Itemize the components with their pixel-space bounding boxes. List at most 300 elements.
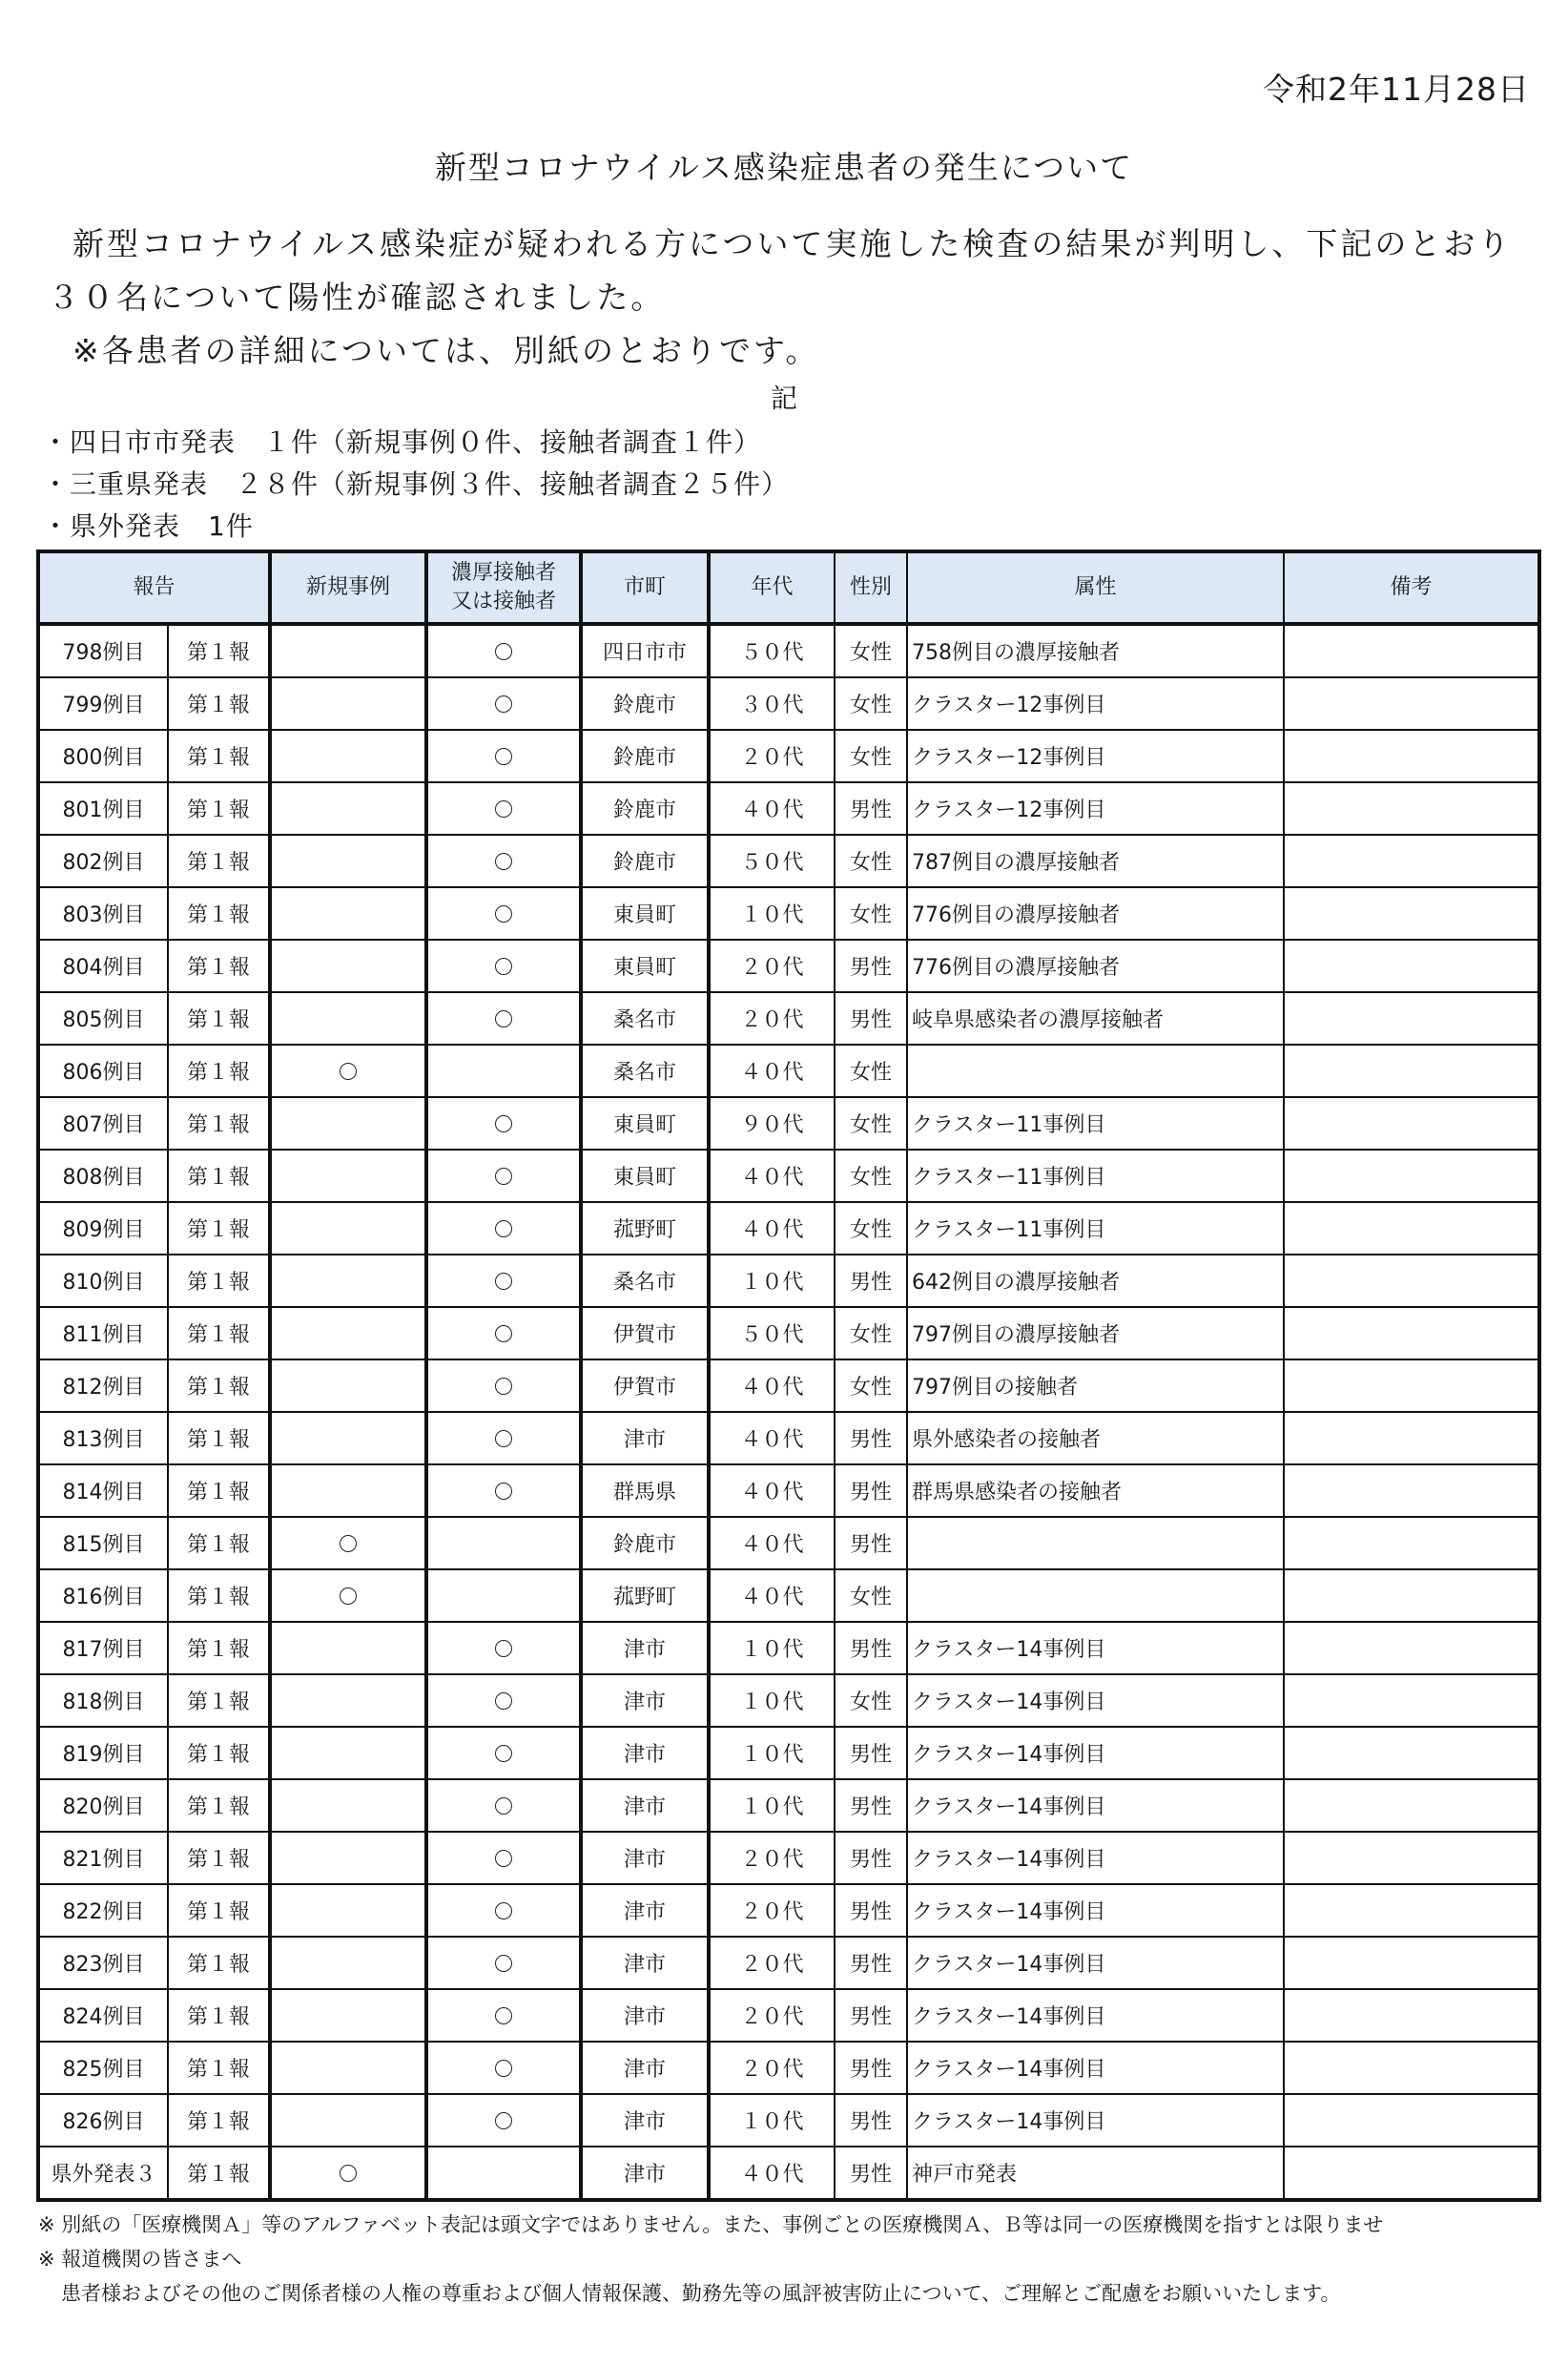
cell-age: ４０代 xyxy=(709,2147,835,2200)
cell-remarks xyxy=(1284,1307,1539,1359)
table-row xyxy=(38,1464,1539,1517)
header-contact-line-2: 又は接触者 xyxy=(451,590,557,613)
cell-case: 798例目 xyxy=(38,624,168,677)
cell-contact xyxy=(426,1989,581,2042)
cell-sex: 女性 xyxy=(835,1674,907,1727)
cell-new-case xyxy=(270,1884,426,1937)
cell-remarks xyxy=(1284,1517,1539,1569)
cell-remarks xyxy=(1284,1622,1539,1674)
circle-mark-icon xyxy=(495,1168,512,1185)
cell-attribute: 県外感染者の接触者 xyxy=(907,1412,1284,1464)
cell-case: 813例目 xyxy=(38,1412,168,1464)
cell-attribute: クラスター12事例目 xyxy=(907,730,1284,782)
cell-new-case xyxy=(270,2147,426,2200)
document-title: 新型コロナウイルス感染症患者の発生について xyxy=(434,149,1134,186)
circle-mark-icon xyxy=(495,1850,512,1867)
table-row xyxy=(38,2147,1539,2200)
table-row xyxy=(38,1307,1539,1359)
cell-new-case xyxy=(270,1622,426,1674)
table-row xyxy=(38,730,1539,782)
cell-remarks xyxy=(1284,1569,1539,1622)
cell-remarks xyxy=(1284,1464,1539,1517)
cell-attribute: クラスター14事例目 xyxy=(907,1674,1284,1727)
note-alphabet: ※ 別紙の「医療機関Ａ」等のアルファベット表記は頭文字ではありません。また、事例ごとの医療機関Ａ、Ｂ等は同一の医療機関を指すとは限りませ xyxy=(38,2213,1384,2236)
cell-report: 第１報 xyxy=(168,1569,270,1622)
cell-case: 802例目 xyxy=(38,835,168,887)
circle-mark-icon xyxy=(495,1955,512,1972)
cell-city: 桑名市 xyxy=(581,1045,709,1097)
cell-new-case xyxy=(270,1727,426,1779)
cell-sex: 男性 xyxy=(835,1937,907,1989)
cell-city: 津市 xyxy=(581,1989,709,2042)
cell-case: 811例目 xyxy=(38,1307,168,1359)
cell-contact xyxy=(426,1412,581,1464)
circle-mark-icon xyxy=(495,1430,512,1447)
circle-mark-icon xyxy=(495,2060,512,2077)
cell-sex: 女性 xyxy=(835,1045,907,1097)
cell-contact xyxy=(426,1202,581,1255)
cell-attribute: クラスター12事例目 xyxy=(907,677,1284,730)
cell-report: 第１報 xyxy=(168,1202,270,1255)
cell-contact xyxy=(426,1884,581,1937)
cell-case: 800例目 xyxy=(38,730,168,782)
summary-list xyxy=(42,422,789,548)
cell-city: 伊賀市 xyxy=(581,1359,709,1412)
cell-report: 第１報 xyxy=(168,1779,270,1832)
cell-new-case xyxy=(270,1569,426,1622)
cell-attribute: クラスター14事例目 xyxy=(907,1779,1284,1832)
intro-line-1: 新型コロナウイルス感染症が疑われる方について実施した検査の結果が判明し、下記のとおり xyxy=(72,225,1513,262)
summary-item-yokkaichi: ・四日市市発表 １件（新規事例０件、接触者調査１件） xyxy=(42,426,762,458)
cell-contact xyxy=(426,2094,581,2147)
cell-case: 826例目 xyxy=(38,2094,168,2147)
table-row xyxy=(38,1884,1539,1937)
cell-case: 819例目 xyxy=(38,1727,168,1779)
cell-contact xyxy=(426,1097,581,1150)
cell-sex: 女性 xyxy=(835,1097,907,1150)
cell-city: 伊賀市 xyxy=(581,1307,709,1359)
cell-new-case xyxy=(270,1517,426,1569)
cell-sex: 女性 xyxy=(835,730,907,782)
cell-report: 第１報 xyxy=(168,1255,270,1307)
cell-report: 第１報 xyxy=(168,1517,270,1569)
note-press: ※ 報道機関の皆さまへ xyxy=(38,2248,242,2271)
cell-city: 津市 xyxy=(581,1937,709,1989)
cell-report: 第１報 xyxy=(168,1150,270,1202)
circle-mark-icon xyxy=(495,695,512,713)
header-sex: 性別 xyxy=(835,551,907,624)
cell-report: 第１報 xyxy=(168,1674,270,1727)
cell-attribute: クラスター14事例目 xyxy=(907,2042,1284,2094)
cell-sex: 女性 xyxy=(835,835,907,887)
cell-new-case xyxy=(270,1937,426,1989)
table-row xyxy=(38,1202,1539,1255)
cell-report: 第１報 xyxy=(168,2094,270,2147)
cell-age: １０代 xyxy=(709,1727,835,1779)
cell-city: 津市 xyxy=(581,1622,709,1674)
cell-case: 824例目 xyxy=(38,1989,168,2042)
cell-remarks xyxy=(1284,1202,1539,1255)
cell-new-case xyxy=(270,835,426,887)
cell-age: ４０代 xyxy=(709,1412,835,1464)
cell-remarks xyxy=(1284,1255,1539,1307)
cell-age: １０代 xyxy=(709,1779,835,1832)
cell-report: 第１報 xyxy=(168,2147,270,2200)
cell-sex: 女性 xyxy=(835,887,907,940)
table-row xyxy=(38,1045,1539,1097)
cell-report: 第１報 xyxy=(168,1937,270,1989)
cell-case: 801例目 xyxy=(38,782,168,835)
cell-attribute: 岐阜県感染者の濃厚接触者 xyxy=(907,992,1284,1045)
cell-attribute: 神戸市発表 xyxy=(907,2147,1284,2200)
cell-attribute xyxy=(907,1569,1284,1622)
cell-report: 第１報 xyxy=(168,782,270,835)
circle-mark-icon xyxy=(495,1745,512,1762)
ki-heading: 記 xyxy=(771,383,798,414)
cell-case: 814例目 xyxy=(38,1464,168,1517)
header-contact-line-1: 濃厚接触者 xyxy=(451,561,557,585)
cell-city: 群馬県 xyxy=(581,1464,709,1517)
cell-case: 806例目 xyxy=(38,1045,168,1097)
cell-contact xyxy=(426,887,581,940)
cell-remarks xyxy=(1284,1674,1539,1727)
cell-new-case xyxy=(270,1045,426,1097)
cell-case: 812例目 xyxy=(38,1359,168,1412)
cell-age: ５０代 xyxy=(709,1307,835,1359)
note-privacy: 患者様およびその他のご関係者様の人権の尊重および個人情報保護、勤務先等の風評被害防止について、ご理解とご配慮をお願いいたします。 xyxy=(61,2282,1341,2305)
table-row xyxy=(38,2094,1539,2147)
cell-report: 第１報 xyxy=(168,835,270,887)
cell-remarks xyxy=(1284,624,1539,677)
cell-contact xyxy=(426,1622,581,1674)
cell-attribute: クラスター14事例目 xyxy=(907,1832,1284,1884)
cell-case: 815例目 xyxy=(38,1517,168,1569)
cell-attribute: クラスター11事例目 xyxy=(907,1150,1284,1202)
table-body xyxy=(38,624,1539,2200)
cell-case: 818例目 xyxy=(38,1674,168,1727)
table-row xyxy=(38,624,1539,677)
cell-sex: 男性 xyxy=(835,1464,907,1517)
cell-remarks xyxy=(1284,1150,1539,1202)
cell-case: 807例目 xyxy=(38,1097,168,1150)
cell-report: 第１報 xyxy=(168,1045,270,1097)
cell-city: 鈴鹿市 xyxy=(581,730,709,782)
cell-case: 803例目 xyxy=(38,887,168,940)
circle-mark-icon xyxy=(495,2007,512,2024)
cell-attribute: 758例目の濃厚接触者 xyxy=(907,624,1284,677)
cell-contact xyxy=(426,1150,581,1202)
cell-remarks xyxy=(1284,730,1539,782)
circle-mark-icon xyxy=(495,853,512,870)
cell-attribute: 797例目の濃厚接触者 xyxy=(907,1307,1284,1359)
header-new-case: 新規事例 xyxy=(270,551,426,624)
cell-city: 津市 xyxy=(581,1674,709,1727)
cell-city: 津市 xyxy=(581,1779,709,1832)
cell-remarks xyxy=(1284,887,1539,940)
circle-mark-icon xyxy=(495,800,512,818)
circle-mark-icon xyxy=(340,1587,357,1605)
circle-mark-icon xyxy=(495,1902,512,1919)
cell-attribute: クラスター14事例目 xyxy=(907,1727,1284,1779)
cell-contact xyxy=(426,1727,581,1779)
cell-contact xyxy=(426,1517,581,1569)
cell-contact xyxy=(426,2147,581,2200)
cell-sex: 男性 xyxy=(835,992,907,1045)
table-row xyxy=(38,1150,1539,1202)
circle-mark-icon xyxy=(495,1378,512,1395)
cell-age: ２０代 xyxy=(709,1884,835,1937)
cell-age: １０代 xyxy=(709,1674,835,1727)
circle-mark-icon xyxy=(495,1325,512,1342)
cell-remarks xyxy=(1284,2147,1539,2200)
cell-remarks xyxy=(1284,1884,1539,1937)
circle-mark-icon xyxy=(495,1640,512,1657)
cell-contact xyxy=(426,1464,581,1517)
circle-mark-icon xyxy=(495,958,512,975)
cell-sex: 男性 xyxy=(835,2147,907,2200)
cell-age: ４０代 xyxy=(709,1569,835,1622)
cell-remarks xyxy=(1284,1937,1539,1989)
cell-new-case xyxy=(270,1464,426,1517)
cell-new-case xyxy=(270,1307,426,1359)
cell-new-case xyxy=(270,1097,426,1150)
table-row xyxy=(38,1255,1539,1307)
summary-item-mie: ・三重県発表 ２８件（新規事例３件、接触者調査２５件） xyxy=(42,468,790,500)
circle-mark-icon xyxy=(495,1797,512,1815)
intro-paragraph xyxy=(48,218,1536,378)
cell-age: ４０代 xyxy=(709,1464,835,1517)
cell-city: 津市 xyxy=(581,1884,709,1937)
cell-age: ２０代 xyxy=(709,730,835,782)
cell-sex: 男性 xyxy=(835,2094,907,2147)
cell-age: １０代 xyxy=(709,2094,835,2147)
cell-sex: 女性 xyxy=(835,1307,907,1359)
cell-new-case xyxy=(270,1412,426,1464)
table-row xyxy=(38,1517,1539,1569)
cell-sex: 男性 xyxy=(835,1989,907,2042)
cell-contact xyxy=(426,1937,581,1989)
table-row xyxy=(38,1832,1539,1884)
cell-report: 第１報 xyxy=(168,1727,270,1779)
cell-case: 県外発表３ xyxy=(38,2147,168,2200)
cell-remarks xyxy=(1284,1097,1539,1150)
cell-age: ２０代 xyxy=(709,1989,835,2042)
table-row xyxy=(38,1937,1539,1989)
cell-attribute: クラスター12事例目 xyxy=(907,782,1284,835)
cell-contact xyxy=(426,940,581,992)
table-row xyxy=(38,1622,1539,1674)
cell-remarks xyxy=(1284,1359,1539,1412)
cell-age: ５０代 xyxy=(709,624,835,677)
cell-contact xyxy=(426,1255,581,1307)
circle-mark-icon xyxy=(495,1483,512,1500)
cell-sex: 女性 xyxy=(835,1359,907,1412)
table-row xyxy=(38,940,1539,992)
cell-new-case xyxy=(270,1359,426,1412)
cell-sex: 男性 xyxy=(835,2042,907,2094)
cell-city: 鈴鹿市 xyxy=(581,677,709,730)
cell-sex: 男性 xyxy=(835,1622,907,1674)
cell-city: 菰野町 xyxy=(581,1202,709,1255)
cell-report: 第１報 xyxy=(168,677,270,730)
table-row xyxy=(38,2042,1539,2094)
cell-new-case xyxy=(270,940,426,992)
cell-contact xyxy=(426,1832,581,1884)
patient-table xyxy=(36,550,1541,2202)
cell-remarks xyxy=(1284,782,1539,835)
cell-report: 第１報 xyxy=(168,1884,270,1937)
table-row xyxy=(38,782,1539,835)
cell-new-case xyxy=(270,1674,426,1727)
cell-report: 第１報 xyxy=(168,992,270,1045)
cell-attribute: クラスター11事例目 xyxy=(907,1202,1284,1255)
cell-report: 第１報 xyxy=(168,887,270,940)
cell-new-case xyxy=(270,1202,426,1255)
cell-case: 808例目 xyxy=(38,1150,168,1202)
table-row xyxy=(38,677,1539,730)
cell-sex: 男性 xyxy=(835,940,907,992)
cell-new-case xyxy=(270,992,426,1045)
cell-age: ４０代 xyxy=(709,1202,835,1255)
cell-report: 第１報 xyxy=(168,1464,270,1517)
header-remarks: 備考 xyxy=(1284,551,1539,624)
footer-notes xyxy=(38,2208,1545,2311)
cell-city: 津市 xyxy=(581,1412,709,1464)
circle-mark-icon xyxy=(495,905,512,923)
cell-attribute xyxy=(907,1045,1284,1097)
cell-new-case xyxy=(270,624,426,677)
cell-sex: 男性 xyxy=(835,1832,907,1884)
cell-sex: 女性 xyxy=(835,677,907,730)
cell-remarks xyxy=(1284,940,1539,992)
circle-mark-icon xyxy=(340,1535,357,1552)
header-attribute: 属性 xyxy=(907,551,1284,624)
cell-remarks xyxy=(1284,2042,1539,2094)
cell-age: ２０代 xyxy=(709,992,835,1045)
cell-sex: 男性 xyxy=(835,782,907,835)
cell-city: 鈴鹿市 xyxy=(581,782,709,835)
cell-attribute: 787例目の濃厚接触者 xyxy=(907,835,1284,887)
cell-remarks xyxy=(1284,1779,1539,1832)
cell-age: ３０代 xyxy=(709,677,835,730)
circle-mark-icon xyxy=(340,2165,357,2182)
cell-new-case xyxy=(270,1989,426,2042)
cell-report: 第１報 xyxy=(168,730,270,782)
document-date: 令和2年11月28日 xyxy=(1263,71,1530,108)
cell-case: 822例目 xyxy=(38,1884,168,1937)
cell-remarks xyxy=(1284,1412,1539,1464)
cell-age: ４０代 xyxy=(709,1150,835,1202)
circle-mark-icon xyxy=(495,1220,512,1237)
cell-new-case xyxy=(270,1255,426,1307)
cell-case: 820例目 xyxy=(38,1779,168,1832)
table-row xyxy=(38,1412,1539,1464)
cell-report: 第１報 xyxy=(168,1622,270,1674)
cell-attribute xyxy=(907,1517,1284,1569)
cell-city: 津市 xyxy=(581,2147,709,2200)
table-row xyxy=(38,1569,1539,1622)
cell-age: ４０代 xyxy=(709,1359,835,1412)
table-row xyxy=(38,1727,1539,1779)
cell-city: 津市 xyxy=(581,1832,709,1884)
table-row xyxy=(38,835,1539,887)
cell-age: ５０代 xyxy=(709,835,835,887)
header-contact xyxy=(426,551,581,624)
cell-remarks xyxy=(1284,835,1539,887)
cell-city: 桑名市 xyxy=(581,992,709,1045)
cell-report: 第１報 xyxy=(168,940,270,992)
cell-age: ２０代 xyxy=(709,1937,835,1989)
cell-contact xyxy=(426,992,581,1045)
cell-sex: 女性 xyxy=(835,1569,907,1622)
cell-contact xyxy=(426,1674,581,1727)
circle-mark-icon xyxy=(495,1010,512,1027)
cell-report: 第１報 xyxy=(168,1412,270,1464)
cell-contact xyxy=(426,1569,581,1622)
cell-sex: 女性 xyxy=(835,624,907,677)
cell-new-case xyxy=(270,782,426,835)
table-row xyxy=(38,887,1539,940)
cell-sex: 男性 xyxy=(835,1727,907,1779)
cell-city: 四日市市 xyxy=(581,624,709,677)
cell-city: 鈴鹿市 xyxy=(581,1517,709,1569)
cell-sex: 男性 xyxy=(835,1517,907,1569)
cell-attribute: 776例目の濃厚接触者 xyxy=(907,940,1284,992)
cell-report: 第１報 xyxy=(168,2042,270,2094)
summary-item-outside: ・県外発表 1件 xyxy=(42,510,254,542)
cell-contact xyxy=(426,1307,581,1359)
cell-new-case xyxy=(270,2094,426,2147)
cell-case: 799例目 xyxy=(38,677,168,730)
circle-mark-icon xyxy=(495,1115,512,1132)
cell-case: 825例目 xyxy=(38,2042,168,2094)
table-row xyxy=(38,1359,1539,1412)
table-row xyxy=(38,1674,1539,1727)
circle-mark-icon xyxy=(495,1692,512,1710)
cell-report: 第１報 xyxy=(168,1359,270,1412)
header-age: 年代 xyxy=(709,551,835,624)
cell-case: 810例目 xyxy=(38,1255,168,1307)
cell-sex: 男性 xyxy=(835,1779,907,1832)
cell-age: ２０代 xyxy=(709,1832,835,1884)
cell-new-case xyxy=(270,1832,426,1884)
circle-mark-icon xyxy=(340,1063,357,1080)
cell-contact xyxy=(426,1045,581,1097)
cell-city: 津市 xyxy=(581,2042,709,2094)
cell-case: 804例目 xyxy=(38,940,168,992)
cell-attribute: 642例目の濃厚接触者 xyxy=(907,1255,1284,1307)
cell-city: 鈴鹿市 xyxy=(581,835,709,887)
cell-city: 東員町 xyxy=(581,940,709,992)
cell-new-case xyxy=(270,730,426,782)
intro-line-3: ※各患者の詳細については、別紙のとおりです。 xyxy=(72,332,820,369)
cell-sex: 男性 xyxy=(835,1255,907,1307)
cell-age: ４０代 xyxy=(709,1517,835,1569)
cell-case: 809例目 xyxy=(38,1202,168,1255)
cell-city: 菰野町 xyxy=(581,1569,709,1622)
cell-city: 東員町 xyxy=(581,887,709,940)
intro-line-2: ３０名について陽性が確認されました。 xyxy=(48,279,666,316)
cell-attribute: 群馬県感染者の接触者 xyxy=(907,1464,1284,1517)
cell-attribute: クラスター14事例目 xyxy=(907,2094,1284,2147)
cell-new-case xyxy=(270,887,426,940)
cell-case: 821例目 xyxy=(38,1832,168,1884)
cell-city: 東員町 xyxy=(581,1097,709,1150)
table-row xyxy=(38,992,1539,1045)
cell-sex: 男性 xyxy=(835,1884,907,1937)
table-row xyxy=(38,1779,1539,1832)
cell-attribute: クラスター14事例目 xyxy=(907,1937,1284,1989)
